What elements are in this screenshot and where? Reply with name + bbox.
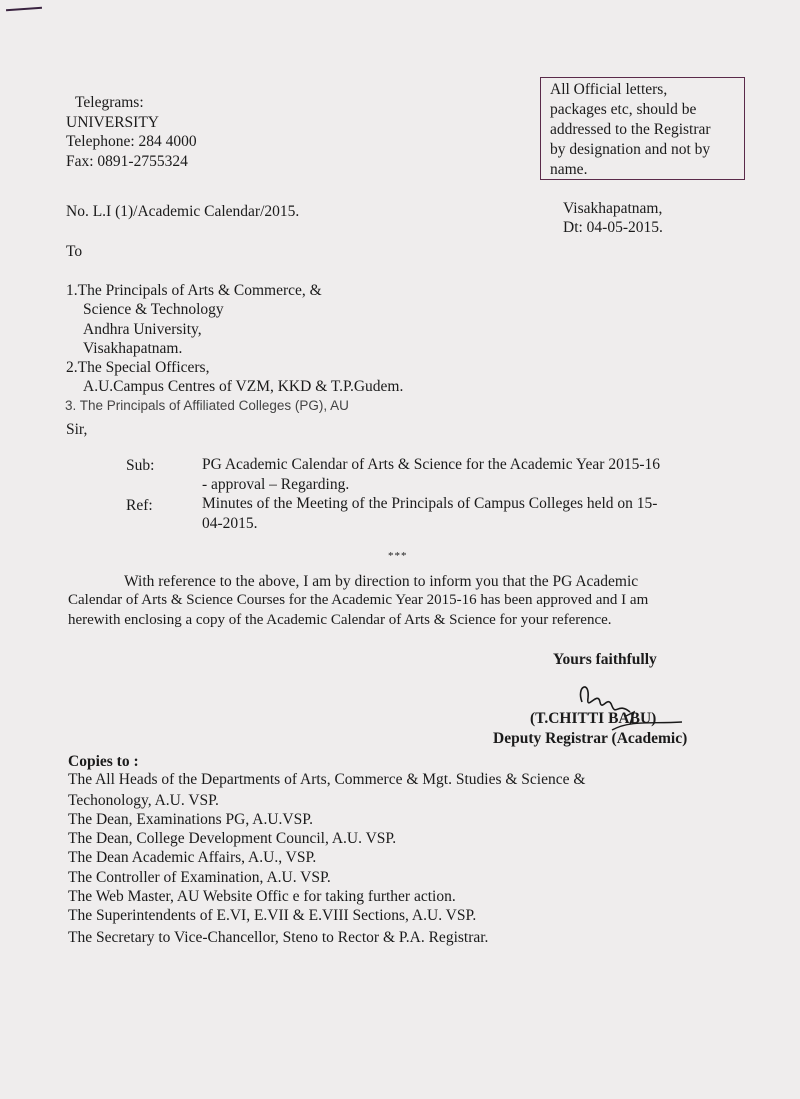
salutation: Sir,: [66, 421, 88, 438]
copies-label: Copies to :: [68, 753, 139, 770]
notice-line: packages etc, should be: [550, 101, 697, 118]
notice-line: name.: [550, 161, 588, 178]
body-line: Calendar of Arts & Science Courses for the Academic Year 2015-16 has been approved and I am: [68, 592, 649, 608]
copy-recipient: The Web Master, AU Website Offic e for taking further action.: [68, 888, 456, 905]
copy-recipient: The Dean, College Development Council, A.U. VSP.: [68, 830, 397, 847]
subject-line: PG Academic Calendar of Arts & Science for the Academic Year 2015-16: [202, 456, 660, 473]
recipient-line: 2.The Special Officers,: [66, 359, 210, 376]
telegrams-label: Telegrams:: [75, 94, 144, 111]
recipient-line: Andhra University,: [83, 321, 202, 338]
subject-label: Sub:: [126, 457, 155, 474]
closing-text: Yours faithfully: [553, 651, 657, 668]
letter-place: Visakhapatnam,: [563, 200, 663, 217]
notice-line: addressed to the Registrar: [550, 121, 711, 138]
official-letters-notice: [540, 77, 745, 180]
recipient-line: A.U.Campus Centres of VZM, KKD & T.P.Gudem.: [83, 378, 404, 395]
separator-stars: ***: [388, 550, 408, 562]
letter-date: Dt: 04-05-2015.: [563, 219, 663, 236]
subject-line: - approval – Regarding.: [202, 476, 350, 493]
telegrams-value: UNIVERSITY: [66, 114, 159, 131]
ref-line: 04-2015.: [202, 515, 258, 532]
copy-recipient: The Superintendents of E.VI, E.VII & E.VIII Sections, A.U. VSP.: [68, 907, 477, 924]
copy-recipient: The Secretary to Vice-Chancellor, Steno to Rector & P.A. Registrar.: [68, 929, 489, 946]
to-label: To: [66, 243, 83, 260]
telephone-number: Telephone: 284 4000: [66, 133, 197, 150]
notice-line: by designation and not by: [550, 141, 711, 158]
body-line: With reference to the above, I am by direction to inform you that the PG Academic: [124, 573, 639, 590]
signatory-name: (T.CHITTI BABU): [530, 710, 657, 727]
corner-pen-mark: [6, 7, 42, 12]
copy-recipient: The Controller of Examination, A.U. VSP.: [68, 869, 331, 886]
recipient-line: Visakhapatnam.: [83, 340, 183, 357]
copy-recipient: Techonology, A.U. VSP.: [68, 792, 219, 809]
recipient-line: 1.The Principals of Arts & Commerce, &: [66, 282, 322, 299]
ref-label: Ref:: [126, 497, 153, 514]
recipient-line: Science & Technology: [83, 301, 224, 318]
ref-line: Minutes of the Meeting of the Principals of Campus Colleges held on 15-: [202, 495, 658, 512]
body-line: herewith enclosing a copy of the Academic Calendar of Arts & Science for your reference.: [68, 612, 612, 628]
reference-number: No. L.I (1)/Academic Calendar/2015.: [66, 203, 300, 220]
fax-number: Fax: 0891-2755324: [66, 153, 188, 170]
copy-recipient: The All Heads of the Departments of Arts, Commerce & Mgt. Studies & Science &: [68, 771, 586, 788]
notice-line: All Official letters,: [550, 81, 668, 98]
copy-recipient: The Dean, Examinations PG, A.U.VSP.: [68, 811, 313, 828]
copy-recipient: The Dean Academic Affairs, A.U., VSP.: [68, 849, 317, 866]
recipient-line: 3. The Principals of Affiliated Colleges (PG), AU: [65, 398, 349, 413]
signatory-title: Deputy Registrar (Academic): [493, 730, 688, 747]
